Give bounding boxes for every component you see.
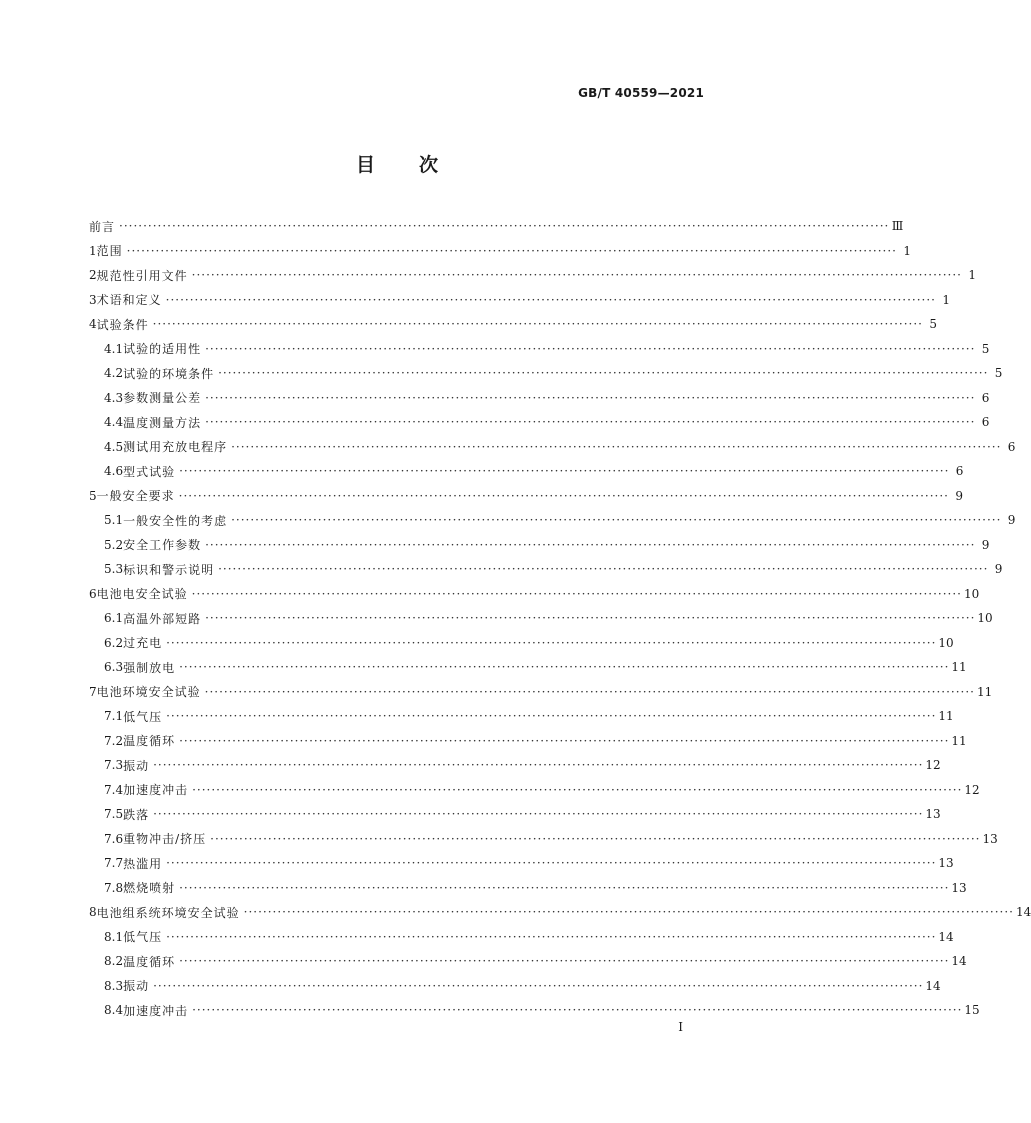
toc-entry-title: 规范性引用文件: [96, 268, 188, 283]
toc-entry[interactable]: [89, 802, 941, 827]
toc-entry-title: 一般安全性的考虑: [123, 513, 228, 528]
toc-entry-number: 8.2: [104, 954, 124, 969]
toc-entry-title: 高温外部短路: [123, 611, 202, 626]
toc-entry-page: 14: [925, 978, 941, 993]
toc-entry-number: 6.2: [104, 635, 124, 650]
toc-entry-title: 电池组系统环境安全试验: [96, 905, 240, 920]
toc-entry-page: 6: [1007, 439, 1016, 454]
toc-entry-page: 14: [1015, 905, 1031, 920]
toc-entry-number: 3: [89, 292, 97, 307]
toc-entry-page: 5: [929, 317, 937, 332]
toc-entry[interactable]: [89, 753, 941, 778]
toc-leader-dots: ································································································································································: [192, 1003, 963, 1018]
toc-entry-page: 14: [951, 954, 967, 969]
toc-leader-dots: ································································································································································: [166, 856, 937, 871]
toc-entry-page: 9: [955, 488, 963, 503]
toc-leader-dots: ································································································································································: [152, 317, 923, 332]
toc-entry-page: 9: [981, 537, 990, 552]
toc-leader-dots: ································································································································································: [231, 439, 1002, 454]
toc-entry-number: 6.3: [104, 660, 124, 675]
toc-entry-title: 加速度冲击: [123, 1003, 189, 1018]
toc-entry[interactable]: [89, 214, 904, 239]
toc-entry-title: 加速度冲击: [123, 783, 189, 798]
toc-leader-dots: ································································································································································: [192, 782, 963, 797]
toc-leader-dots: ································································································································································: [243, 905, 1014, 920]
toc-entry[interactable]: [89, 337, 990, 362]
toc-leader-dots: ································································································································································: [179, 464, 950, 479]
toc-entry-page: 1: [903, 243, 911, 258]
toc-leader-dots: ································································································································································: [179, 880, 950, 895]
toc-entry-title: 重物冲击/挤压: [123, 832, 207, 847]
table-of-contents: [89, 214, 1031, 1023]
toc-entry[interactable]: [89, 704, 954, 729]
toc-entry-number: 8.1: [104, 929, 124, 944]
toc-entry-title: 温度测量方法: [123, 415, 202, 430]
toc-entry-page: 10: [977, 611, 993, 626]
toc-entry[interactable]: [89, 778, 980, 803]
toc-entry-page: 12: [964, 782, 980, 797]
toc-entry-number: 4.5: [104, 439, 124, 454]
toc-entry-title: 术语和定义: [96, 293, 162, 308]
toc-leader-dots: ································································································································································: [205, 415, 976, 430]
toc-entry-title: 标识和警示说明: [123, 562, 215, 577]
toc-entry-number: 4: [89, 317, 97, 332]
toc-entry-title: 测试用充放电程序: [123, 440, 228, 455]
toc-entry[interactable]: [89, 386, 990, 411]
toc-entry-page: 13: [925, 807, 941, 822]
toc-leader-dots: ································································································································································: [205, 537, 976, 552]
toc-entry-title: 电池环境安全试验: [96, 685, 201, 700]
toc-entry-title: 强制放电: [123, 660, 176, 675]
toc-leader-dots: ································································································································································: [153, 807, 924, 822]
toc-entry-title: 试验的环境条件: [123, 366, 215, 381]
page-title: [0, 150, 794, 177]
toc-entry[interactable]: [89, 729, 967, 754]
toc-entry-title: 振动: [123, 979, 150, 994]
toc-entry-page: 5: [981, 341, 990, 356]
toc-entry-title: 温度循环: [123, 954, 176, 969]
toc-entry-title: 低气压: [123, 930, 163, 945]
toc-entry-title: 安全工作参数: [123, 538, 202, 553]
toc-leader-dots: ································································································································································: [179, 733, 950, 748]
toc-entry-title: 试验的适用性: [123, 342, 202, 357]
toc-leader-dots: ································································································································································: [153, 978, 924, 993]
toc-entry-title: 燃烧喷射: [123, 881, 176, 896]
toc-entry-number: 5: [89, 488, 97, 503]
toc-entry-title: 跌落: [123, 807, 150, 822]
toc-entry-number: 6.1: [104, 611, 124, 626]
toc-entry-number: 4.1: [104, 341, 124, 356]
toc-entry[interactable]: [89, 655, 967, 680]
toc-entry-title: 一般安全要求: [96, 489, 175, 504]
toc-entry[interactable]: [89, 484, 963, 509]
toc-entry-page: 13: [951, 880, 967, 895]
toc-entry-page: 12: [925, 758, 941, 773]
toc-entry[interactable]: [89, 312, 937, 337]
toc-entry[interactable]: [89, 239, 911, 264]
toc-leader-dots: ································································································································································: [205, 390, 976, 405]
toc-entry-number: 7.8: [104, 880, 124, 895]
toc-leader-dots: ································································································································································: [153, 758, 924, 773]
toc-entry-number: 4.6: [104, 464, 124, 479]
toc-entry[interactable]: [89, 925, 954, 950]
toc-entry-page: 6: [981, 390, 990, 405]
toc-entry-number: 1: [89, 243, 97, 258]
toc-entry-title: 热滥用: [123, 856, 163, 871]
toc-leader-dots: ································································································································································: [218, 562, 989, 577]
toc-entry-page: 5: [994, 366, 1003, 381]
toc-entry-title: 过充电: [123, 636, 163, 651]
toc-entry-number: 7.1: [104, 709, 124, 724]
toc-entry-number: 7.5: [104, 807, 124, 822]
toc-entry-number: 4.3: [104, 390, 124, 405]
toc-entry-page: Ⅲ: [891, 219, 904, 234]
toc-entry[interactable]: [89, 974, 941, 999]
toc-entry[interactable]: [89, 631, 954, 656]
toc-leader-dots: ································································································································································: [126, 243, 897, 258]
toc-entry[interactable]: [89, 361, 1003, 386]
toc-entry-number: 4.2: [104, 366, 124, 381]
toc-leader-dots: ································································································································································: [165, 292, 936, 307]
toc-leader-dots: ································································································································································: [179, 954, 950, 969]
toc-entry-number: 7.6: [104, 831, 124, 846]
toc-entry-number: 8: [89, 905, 97, 920]
toc-leader-dots: ································································································································································: [166, 929, 937, 944]
toc-entry-page: 10: [938, 635, 954, 650]
toc-entry[interactable]: [89, 459, 964, 484]
toc-entry-number: 7.3: [104, 758, 124, 773]
standard-code: GB/T 40559—2021: [578, 86, 704, 100]
toc-entry-page: 1: [942, 292, 950, 307]
toc-entry-page: 13: [982, 831, 998, 846]
toc-entry-page: 11: [938, 709, 954, 724]
toc-leader-dots: ································································································································································: [191, 268, 962, 283]
toc-leader-dots: ································································································································································: [119, 219, 890, 234]
toc-entry-page: 11: [951, 660, 967, 675]
toc-entry-page: 6: [955, 464, 964, 479]
toc-entry[interactable]: [89, 851, 954, 876]
toc-entry-page: 9: [1007, 513, 1016, 528]
toc-leader-dots: ································································································································································: [205, 341, 976, 356]
toc-leader-dots: ································································································································································: [218, 366, 989, 381]
toc-entry-number: 8.4: [104, 1003, 124, 1018]
toc-entry[interactable]: [89, 557, 1003, 582]
toc-entry-page: 11: [951, 733, 967, 748]
toc-entry[interactable]: [89, 998, 980, 1023]
toc-entry-title: 振动: [123, 758, 150, 773]
toc-entry-title: 温度循环: [123, 734, 176, 749]
toc-entry-number: 7.7: [104, 856, 124, 871]
toc-leader-dots: ································································································································································: [231, 513, 1002, 528]
toc-leader-dots: ································································································································································: [205, 611, 976, 626]
toc-entry-title: 前言: [89, 219, 116, 234]
toc-leader-dots: ································································································································································: [166, 635, 937, 650]
toc-leader-dots: ································································································································································: [166, 709, 937, 724]
toc-entry-number: 5.1: [104, 513, 124, 528]
toc-leader-dots: ································································································································································: [178, 488, 949, 503]
toc-entry[interactable]: [89, 949, 967, 974]
toc-entry-page: 10: [963, 586, 980, 601]
toc-entry-number: 7.2: [104, 733, 124, 748]
title-char-2: 次: [419, 154, 439, 176]
toc-entry-number: 6: [89, 586, 97, 601]
toc-entry[interactable]: [89, 288, 950, 313]
toc-entry-number: 7.4: [104, 782, 124, 797]
toc-entry-page: 1: [968, 268, 976, 283]
toc-entry[interactable]: [89, 680, 993, 705]
toc-entry[interactable]: [89, 533, 990, 558]
toc-entry[interactable]: [89, 827, 998, 852]
toc-entry-number: 8.3: [104, 978, 124, 993]
toc-leader-dots: ································································································································································: [191, 586, 962, 601]
toc-entry[interactable]: [89, 582, 980, 607]
toc-entry-title: 电池电安全试验: [96, 587, 188, 602]
toc-entry-number: 2: [89, 268, 97, 283]
toc-entry[interactable]: [89, 606, 993, 631]
toc-entry-page: 11: [976, 684, 993, 699]
title-char-1: 目: [355, 154, 375, 176]
toc-leader-dots: ································································································································································: [210, 831, 981, 846]
toc-entry[interactable]: [89, 263, 976, 288]
toc-entry-page: 15: [964, 1003, 980, 1018]
toc-entry[interactable]: [89, 435, 1016, 460]
toc-entry-number: 7: [89, 684, 97, 699]
toc-entry-page: 6: [981, 415, 990, 430]
toc-entry-title: 参数测量公差: [123, 391, 202, 406]
toc-entry-title: 低气压: [123, 709, 163, 724]
page-number: I: [678, 1020, 683, 1034]
toc-entry-number: 5.2: [104, 537, 124, 552]
toc-entry-page: 14: [938, 929, 954, 944]
toc-entry-number: 5.3: [104, 562, 124, 577]
toc-entry[interactable]: [89, 900, 1031, 925]
toc-entry-page: 13: [938, 856, 954, 871]
toc-entry[interactable]: [89, 508, 1016, 533]
toc-entry-number: 4.4: [104, 415, 124, 430]
toc-leader-dots: ································································································································································: [179, 660, 950, 675]
toc-entry-title: 试验条件: [96, 317, 149, 332]
toc-entry[interactable]: [89, 410, 990, 435]
toc-leader-dots: ································································································································································: [204, 684, 975, 699]
toc-entry-title: 型式试验: [123, 464, 176, 479]
toc-entry-title: 范围: [96, 244, 123, 259]
toc-entry-page: 9: [994, 562, 1003, 577]
toc-entry[interactable]: [89, 876, 967, 901]
